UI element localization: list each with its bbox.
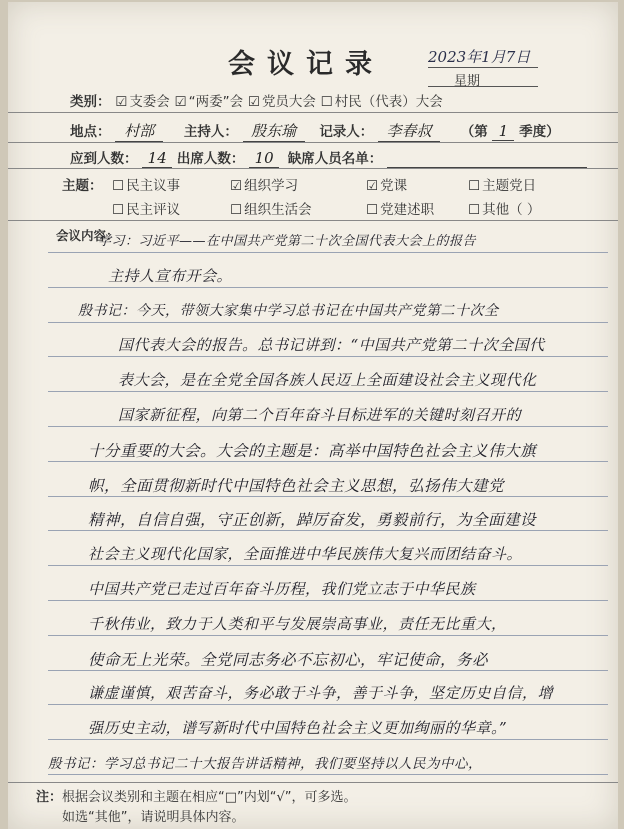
ruled-line xyxy=(48,600,608,601)
footer-line-2: 如选“其他”，请说明具体内容。 xyxy=(62,810,245,825)
type-checkbox-0[interactable]: ☑ xyxy=(115,94,128,110)
quarter-suffix: 季度） xyxy=(519,124,560,140)
meeting-record-page xyxy=(8,2,618,829)
content-label: 会议内容： xyxy=(56,228,119,243)
type-checkbox-1[interactable]: ☑ xyxy=(174,94,187,110)
ruled-line xyxy=(48,704,608,705)
ruled-line xyxy=(48,496,608,497)
ruled-line xyxy=(48,635,608,636)
ruled-line xyxy=(48,356,608,357)
place-label: 地点： xyxy=(70,124,111,140)
ruled-line xyxy=(48,461,608,462)
divider xyxy=(8,782,618,783)
note-line: 帜，全面贯彻新时代中国特色社会主义思想，弘扬伟大建党 xyxy=(88,476,505,495)
quarter-value: 1 xyxy=(492,122,514,141)
type-checkbox-3[interactable]: ☐ xyxy=(320,94,333,110)
topic-option-4[interactable]: ☐ 民主评议 xyxy=(112,202,181,218)
host-label: 主持人： xyxy=(183,124,238,140)
host-value: 殷东瑜 xyxy=(243,120,305,142)
note-line: 殷书记：学习总书记二十大报告讲话精神，我们要坚持以人民为中心， xyxy=(48,756,482,772)
absent-label: 缺席人员名单： xyxy=(287,151,383,167)
type-checkbox-2[interactable]: ☑ xyxy=(247,94,260,110)
note-line: 国代表大会的报告。总书记讲到：“中国共产党第二十次全国代 xyxy=(118,336,545,355)
note-line: 表大会，是在全党全国各族人民迈上全面建设社会主义现代化 xyxy=(118,371,537,390)
ruled-line xyxy=(48,252,608,253)
footer-note xyxy=(36,788,357,828)
topic-label: 主题： xyxy=(62,178,103,194)
note-line: 强历史主动，谱写新时代中国特色社会主义更加绚丽的华章。” xyxy=(88,719,508,738)
attendance-row xyxy=(70,147,587,168)
note-line: 殷书记：今天，带领大家集中学习总书记在中国共产党第二十次全 xyxy=(78,302,499,319)
ruled-line xyxy=(48,670,608,671)
type-option-0: 支委会 xyxy=(129,94,170,110)
weekday-underline xyxy=(428,86,538,87)
note-line: 精神，自信自强，守正创新，踔厉奋发，勇毅前行，为全面建设 xyxy=(88,511,537,530)
ruled-line xyxy=(48,322,608,323)
ruled-line xyxy=(48,565,608,566)
should-attend-label: 应到人数： xyxy=(70,151,138,167)
topic-option-3[interactable]: ☐ 主题党日 xyxy=(468,178,537,194)
topic-option-0[interactable]: ☐ 民主议事 xyxy=(112,178,181,194)
ruled-line xyxy=(48,530,608,531)
present-value: 10 xyxy=(249,149,279,168)
divider xyxy=(8,112,618,113)
footer-note-label: 注： xyxy=(36,790,63,805)
footer-line-1: 根据会议类别和主题在相应“□”内划“√”，可多选。 xyxy=(62,790,357,805)
present-label: 出席人数： xyxy=(176,151,245,167)
note-line: 社会主义现代化国家，全面推进中华民族伟大复兴而团结奋斗。 xyxy=(88,545,523,564)
type-option-2: 党员大会 xyxy=(261,94,316,110)
recorder-value: 李春叔 xyxy=(378,120,440,142)
note-line: 中国共产党已走过百年奋斗历程，我们党立志于中华民族 xyxy=(88,580,476,598)
info-row xyxy=(70,120,560,142)
type-option-3: 村民（代表）大会 xyxy=(334,94,443,110)
topic-option-5[interactable]: ☐ 组织生活会 xyxy=(230,202,312,218)
divider xyxy=(8,168,618,169)
note-line: 谦虚谨慎，艰苦奋斗，务必敢于斗争，善于斗争，坚定历史自信，增 xyxy=(88,684,554,703)
ruled-line xyxy=(48,287,608,288)
quarter-prefix: （第 xyxy=(460,124,488,140)
topic-option-1[interactable]: ☑ 组织学习 xyxy=(230,178,299,194)
ruled-line xyxy=(48,774,608,775)
divider xyxy=(8,220,618,221)
topic-option-6[interactable]: ☐ 党建述职 xyxy=(366,202,435,218)
meeting-date: 2023年1月7日 xyxy=(428,46,538,68)
should-attend-value: 14 xyxy=(142,149,172,168)
note-line: 国家新征程，向第二个百年奋斗目标进军的关键时刻召开的 xyxy=(118,406,522,424)
recorder-label: 记录人： xyxy=(319,124,374,140)
type-label: 类别： xyxy=(70,94,111,110)
place-value: 村部 xyxy=(115,120,163,142)
type-option-1: “两委”会 xyxy=(188,94,244,110)
ruled-line xyxy=(48,739,608,740)
note-line: 使命无上光荣。全党同志务必不忘初心，牢记使命，务必 xyxy=(88,650,489,669)
note-line: 十分重要的大会。大会的主题是：高举中国特色社会主义伟大旗 xyxy=(88,441,537,460)
type-row xyxy=(70,90,443,110)
weekday-label: 星期 xyxy=(454,74,481,89)
note-line: 主持人宣布开会。 xyxy=(108,266,233,285)
page-title: 会议记录 xyxy=(228,49,384,80)
ruled-line xyxy=(48,391,608,392)
topic-option-7[interactable]: ☐ 其他（ ） xyxy=(468,202,541,218)
note-line: 学习：习近平——在中国共产党第二十次全国代表大会上的报告 xyxy=(98,234,477,249)
divider xyxy=(8,142,618,143)
topic-option-2[interactable]: ☑ 党课 xyxy=(366,178,408,194)
ruled-line xyxy=(48,426,608,427)
note-line: 千秋伟业，致力于人类和平与发展崇高事业，责任无比重大， xyxy=(88,614,507,633)
